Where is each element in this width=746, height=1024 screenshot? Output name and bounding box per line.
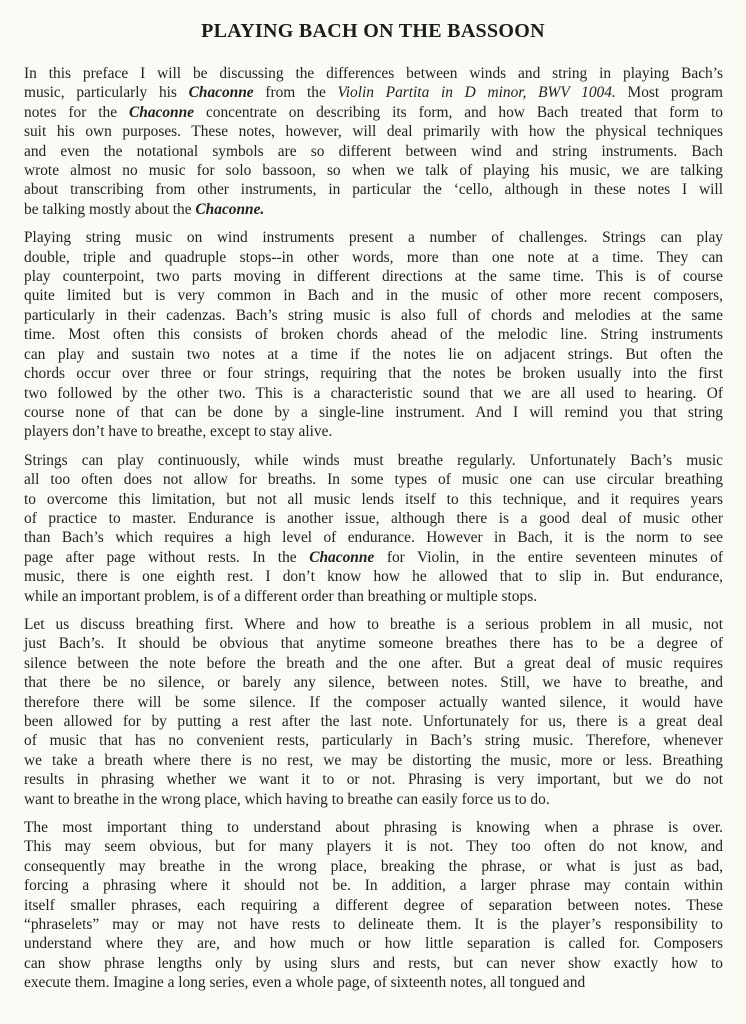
- text-line: [24, 693, 723, 712]
- text-line: [24, 509, 723, 528]
- text-line: [24, 548, 723, 567]
- text-run: play counterpoint, two parts moving in different directions at the same time. This is of course: [24, 268, 723, 286]
- text-line: [24, 228, 723, 247]
- emphasis-title: Chaconne: [188, 84, 254, 102]
- text-run: of practice to master. Endurance is another issue, although there is a good deal of music other: [24, 509, 723, 527]
- text-run: understand where they are, and how much or how little separation is called for. Composers: [24, 935, 723, 953]
- text-line: [24, 528, 723, 547]
- text-line: [24, 200, 723, 219]
- text-line: [24, 751, 723, 770]
- text-line: [24, 267, 723, 286]
- text-line: [24, 567, 723, 586]
- text-run: players don’t have to breathe, except to stay alive.: [24, 423, 333, 441]
- text-line: [24, 837, 723, 856]
- text-run: been allowed for by putting a rest after the last note. Unfortunately for us, there is a great deal: [24, 713, 723, 730]
- text-line: [24, 896, 723, 915]
- text-run: all too often does not allow for breaths. In some types of music one can use circular breathing: [24, 471, 723, 489]
- text-line: [24, 325, 723, 344]
- text-line: [24, 403, 723, 422]
- text-run: wrote almost no music for solo bassoon, so when we talk of playing his music, we are talking: [24, 162, 723, 180]
- text-run: of music that has no convenient rests, particularly in Bach’s string music. Therefore, whenever: [24, 732, 723, 750]
- emphasis-title: Chaconne: [129, 103, 195, 121]
- text-line: [24, 615, 723, 634]
- page-title: PLAYING BACH ON THE BASSOON: [201, 20, 545, 42]
- text-line: [24, 64, 723, 83]
- text-line: [24, 180, 723, 199]
- text-run: time. Most often this consists of broken chords ahead of the melodic line. String instruments: [24, 326, 723, 344]
- italic-title: Violin Partita in D minor, BWV 1004.: [337, 84, 616, 102]
- text-run: Strings can play continuously, while winds must breathe regularly. Unfortunately Bach’s music: [24, 451, 723, 469]
- text-run: concentrate on describing its form, and how Bach treated that form to: [194, 103, 723, 121]
- text-run: silence between the note before the breath and the one after. But a great deal of music requires: [24, 654, 723, 672]
- text-run: execute them. Imagine a long series, even a whole page, of sixteenth notes, all tongued and: [24, 974, 586, 992]
- text-run: Let us discuss breathing first. Where and how to breathe is a serious problem in all music, not: [24, 615, 723, 633]
- text-line: [24, 364, 723, 383]
- text-run: while an important problem, is of a different order than breathing or multiple stops.: [24, 587, 538, 605]
- text-line: [24, 634, 723, 653]
- text-run: and even the notational symbols are so different between wind and string instruments. Bach: [24, 142, 723, 160]
- text-line: [24, 731, 723, 750]
- text-run: music, there is one eighth rest. I don’t know how he allowed that to slip in. But endurance,: [24, 568, 723, 586]
- text-line: [24, 306, 723, 325]
- text-run: just Bach’s. It should be obvious that anytime someone breathes there has to be a degree of: [24, 635, 723, 653]
- text-line: [24, 470, 723, 489]
- text-run: we take a breath where there is no rest, we may be distorting the music, more or less. Breathing: [24, 751, 723, 769]
- text-line: [24, 422, 723, 441]
- text-line: [24, 934, 723, 953]
- text-run: than Bach’s which requires a high level of endurance. However in Bach, it is the norm to see: [24, 529, 723, 547]
- paragraph: [24, 818, 723, 993]
- text-run: want to breathe in the wrong place, which having to breathe can easily force us to do.: [24, 790, 550, 808]
- text-run: itself smaller phrases, each requiring a different degree of separation between notes. These: [24, 896, 723, 914]
- text-line: [24, 122, 723, 141]
- text-line: [24, 286, 723, 305]
- text-run: particularly in their cadenzas. Bach’s string music is also full of chords and melodies at the same: [24, 306, 723, 324]
- text-run: Playing string music on wind instruments present a number of challenges. Strings can play: [24, 229, 723, 247]
- text-run: results in phrasing whether we want it to or not. Phrasing is very important, but we do not: [24, 771, 723, 789]
- text-run: The most important thing to understand about phrasing is knowing when a phrase is over.: [24, 819, 723, 837]
- text-line: [24, 490, 723, 509]
- body-text: [24, 64, 723, 1002]
- text-line: [24, 954, 723, 973]
- emphasis-title: Chaconne: [309, 548, 375, 566]
- text-run: forcing a phrasing where it should not be. In addition, a larger phrase may contain within: [24, 877, 723, 895]
- text-line: [24, 161, 723, 180]
- text-run: “phraselets” may or may not have rests to delineate them. It is the player’s responsibility to: [24, 916, 723, 934]
- text-run: two followed by the other two. This is a characteristic sound that we are all used to hearing. Of: [24, 384, 723, 402]
- text-run: Most program: [615, 84, 723, 102]
- text-run: consequently may breathe in the wrong place, breaking the phrase, or what is just as bad,: [24, 857, 723, 875]
- text-run: course none of that can be done by a single-line instrument. And I will remind you that string: [24, 403, 723, 421]
- text-line: [24, 818, 723, 837]
- text-run: quite limited but is very common in Bach and in the music of other more recent composers,: [24, 287, 723, 305]
- text-line: [24, 770, 723, 789]
- text-line: [24, 248, 723, 267]
- paragraph: [24, 615, 723, 809]
- text-run: In this preface I will be discussing the differences between winds and string in playing Bach’s: [24, 65, 723, 82]
- text-run: therefore there will be some silence. If the composer actually wanted silence, it would have: [24, 693, 723, 711]
- text-line: [24, 384, 723, 403]
- paragraph: [24, 64, 723, 219]
- emphasis-title: Chaconne.: [195, 200, 265, 218]
- text-line: [24, 673, 723, 692]
- text-run: double, triple and quadruple stops--in other words, more than one note at a time. They can: [24, 248, 723, 266]
- text-line: [24, 451, 723, 470]
- text-line: [24, 915, 723, 934]
- text-run: This may seem obvious, but for many players it is not. They too often do not know, and: [24, 838, 723, 856]
- text-line: [24, 973, 723, 992]
- text-run: page after page without rests. In the: [24, 548, 310, 566]
- text-run: that there be no silence, or barely any silence, between notes. Still, we have to breathe, and: [24, 674, 723, 692]
- text-run: can play and sustain two notes at a time if the notes lie on adjacent strings. But often the: [24, 345, 723, 363]
- text-run: chords occur over three or four strings, requiring that the notes be broken usually into the first: [24, 365, 723, 383]
- text-line: [24, 790, 723, 809]
- text-run: to overcome this limitation, but not all music lends itself to this technique, and it requires years: [24, 490, 723, 508]
- text-line: [24, 857, 723, 876]
- text-run: be talking mostly about the: [24, 200, 196, 218]
- text-line: [24, 142, 723, 161]
- text-line: [24, 876, 723, 895]
- text-line: [24, 712, 723, 731]
- text-line: [24, 345, 723, 364]
- paragraph: [24, 451, 723, 606]
- text-line: [24, 83, 723, 102]
- text-line: [24, 654, 723, 673]
- text-run: for Violin, in the entire seventeen minutes of: [374, 548, 723, 566]
- text-run: about transcribing from other instruments, in particular the ‘cello, although in these notes I will: [24, 181, 723, 199]
- text-run: from the: [253, 84, 338, 102]
- text-line: [24, 587, 723, 606]
- text-run: suit his own purposes. These notes, however, will deal primarily with how the physical techniques: [24, 123, 723, 141]
- text-run: music, particularly his: [24, 84, 189, 102]
- paragraph: [24, 228, 723, 441]
- text-run: notes for the: [24, 103, 130, 121]
- text-line: [24, 103, 723, 122]
- text-run: can show phrase lengths only by using slurs and rests, but can never show exactly how to: [24, 954, 723, 972]
